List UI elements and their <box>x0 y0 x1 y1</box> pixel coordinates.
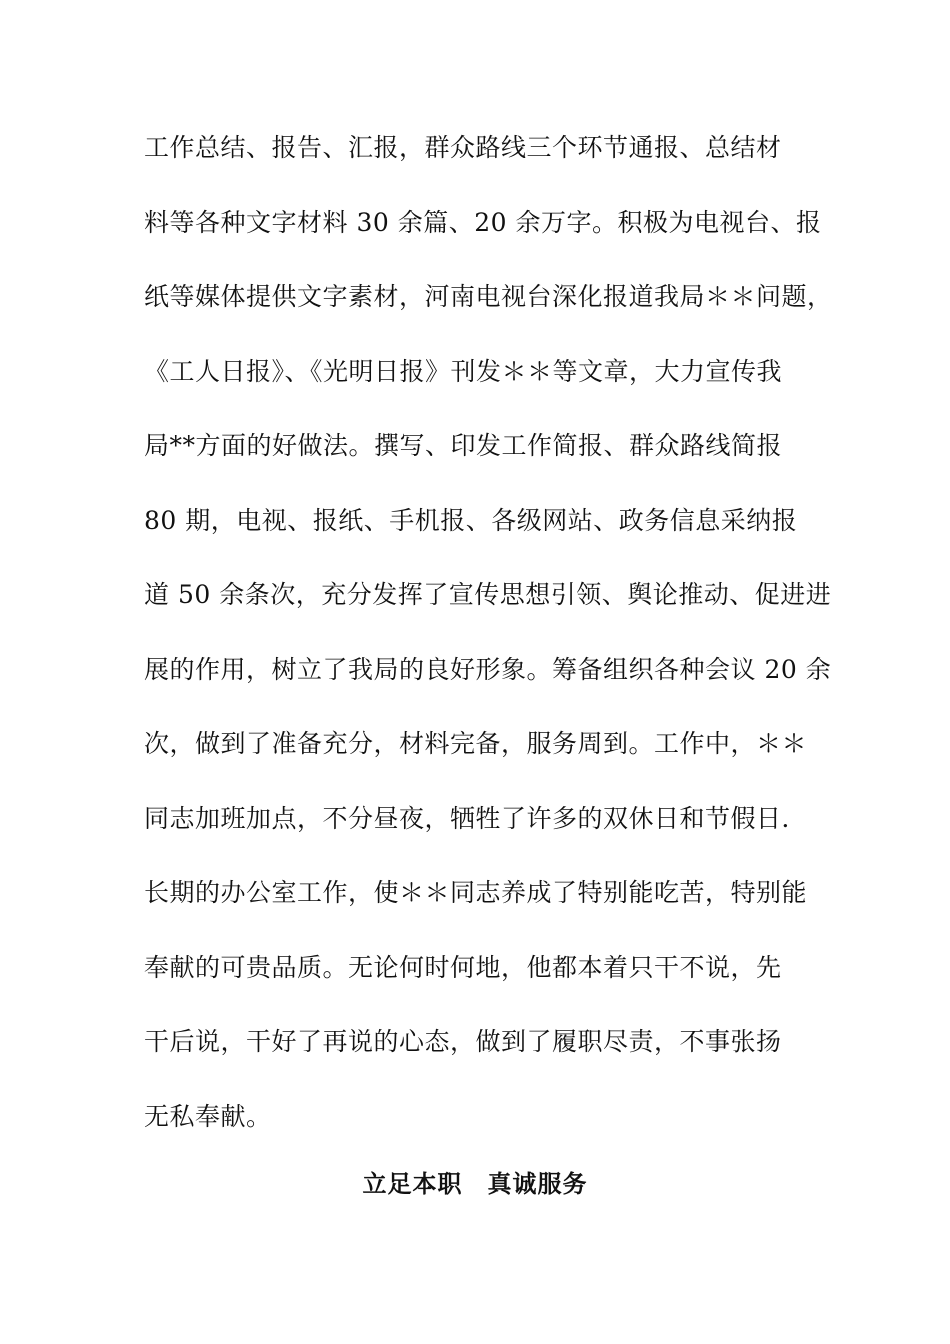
text-line: 长期的办公室工作，使＊＊同志养成了特别能吃苦，特别能 <box>144 878 808 907</box>
text-line: 纸等媒体提供文字素材，河南电视台深化报道我局＊＊问题， <box>144 282 833 311</box>
text-line: 无私奉献。 <box>144 1101 272 1131</box>
text-line: 《工人日报》、《光明日报》刊发＊＊等文章，大力宣传我 <box>144 356 783 386</box>
text-line: 局**方面的好做法。撰写、印发工作简报、群众路线简报 <box>144 431 783 460</box>
text-line: 次，做到了准备充分，材料完备，服务周到。工作中，＊＊ <box>144 729 808 758</box>
text-line: 同志加班加点，不分昼夜，牺牲了许多的双休日和节假日． <box>144 803 808 833</box>
text-line: 道 50 余条次，充分发挥了宣传思想引领、舆论推动、促进进 <box>144 580 832 609</box>
text-line: 工作总结、报告、汇报，群众路线三个环节通报、总结材 <box>144 133 782 162</box>
text-line: 干后说，干好了再说的心态，做到了履职尽责，不事张扬 <box>144 1027 782 1056</box>
text-line: 80 期，电视、报纸、手机报、各级网站、政务信息采纳报 <box>144 505 798 535</box>
body-text <box>144 128 833 1171</box>
section-heading: 立足本职 真诚服务 <box>362 1169 588 1198</box>
text-line: 展的作用，树立了我局的良好形象。筹备组织各种会议 20 余 <box>144 654 832 684</box>
text-line: 料等各种文字材料 30 余篇、20 余万字。积极为电视台、报 <box>144 207 822 237</box>
text-line: 奉献的可贵品质。无论何时何地，他都本着只干不说，先 <box>144 952 782 982</box>
